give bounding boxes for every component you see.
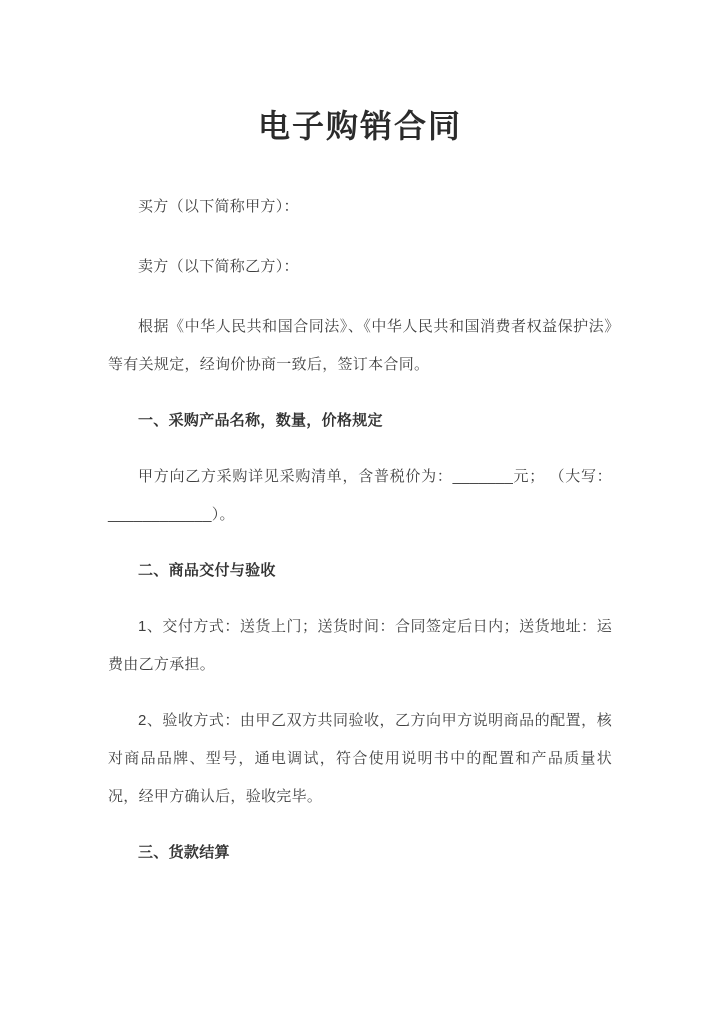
contract-title: 电子购销合同 (257, 108, 462, 144)
section-2-paragraph-1: 1、交付方式：送货上门；送货时间：合同签定后日内；送货地址：运费由乙方承担。 (108, 618, 612, 673)
intro-paragraph: 根据《中华人民共和国合同法》、《中华人民共和国消费者权益保护法》等有关规定，经询价协商一致后，签订本合同。 (108, 318, 612, 373)
section-1-heading: 一、采购产品名称，数量，价格规定 (138, 412, 383, 429)
section-3-heading: 三、货款结算 (138, 844, 230, 861)
seller-line: 卖方（以下简称乙方）： (138, 258, 299, 275)
buyer-line: 买方（以下简称甲方）： (138, 198, 299, 215)
section-2-heading: 二、商品交付与验收 (138, 562, 276, 579)
section-1-paragraph: 甲方向乙方采购详见采购清单，含普税价为：_______元； （大写：____________）。 (108, 468, 612, 523)
section-2-paragraph-2: 2、验收方式：由甲乙双方共同验收，乙方向甲方说明商品的配置，核对商品品牌、型号，通电调试，符合使用说明书中的配置和产品质量状况，经甲方确认后，验收完毕。 (108, 712, 612, 805)
